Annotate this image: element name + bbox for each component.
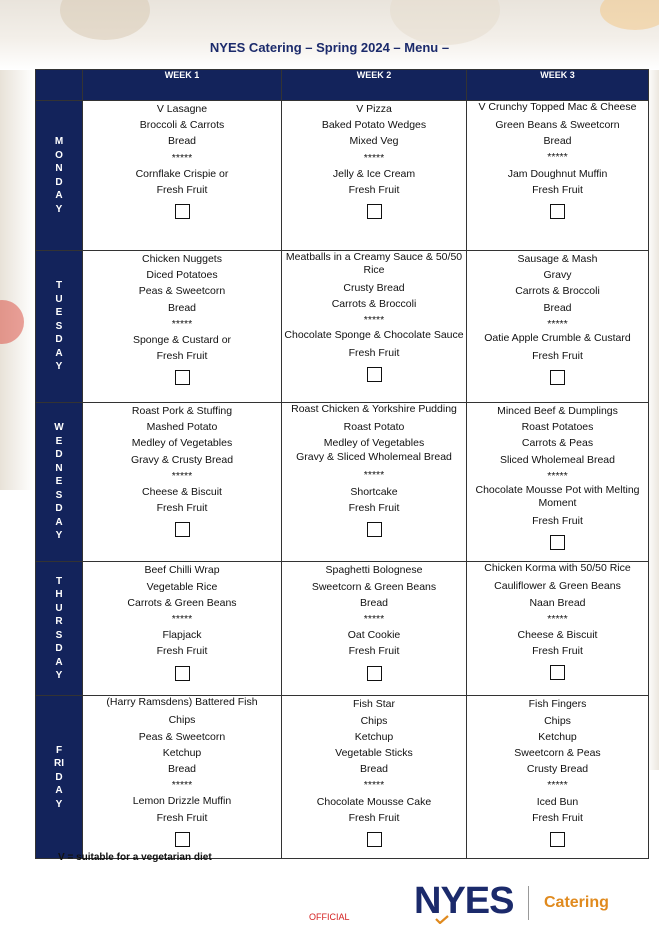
menu-cell [282,101,467,251]
menu-item: Gravy & Crusty Bread [130,453,234,466]
choice-checkbox[interactable] [367,522,382,537]
menu-item: Fresh Fruit [532,183,583,196]
menu-item: Fresh Fruit [532,350,583,363]
menu-item: Peas & Sweetcorn [138,285,226,298]
choice-checkbox[interactable] [550,665,565,680]
menu-item: Fresh Fruit [348,184,400,197]
choice-checkbox[interactable] [367,367,382,382]
separator: ***** [363,151,385,164]
menu-item: Fresh Fruit [156,811,208,824]
separator: ***** [171,613,193,626]
menu-item: Fresh Fruit [156,184,208,197]
day-row [36,696,649,859]
menu-item: Fresh Fruit [532,645,583,658]
logo-divider [528,886,529,920]
menu-item: Cauliflower & Green Beans [494,580,621,593]
choice-checkbox[interactable] [550,535,565,550]
menu-item: Crusty Bread [526,763,589,776]
menu-item: V Lasagne [156,103,208,115]
menu-item: Chips [168,714,196,727]
menu-item: Sponge & Custard or [132,334,232,347]
menu-item: Oatie Apple Crumble & Custard [484,332,631,345]
menu-item: Iced Bun [536,795,579,808]
menu-item: Carrots & Broccoli [331,298,417,311]
menu-item: Bread [543,301,572,314]
menu-item: Cheese & Biscuit [517,629,598,642]
menu-item: Ketchup [538,730,577,743]
menu-item: Baked Potato Wedges [321,119,427,132]
menu-item: Fresh Fruit [532,811,583,824]
menu-item: Naan Bread [529,596,586,609]
menu-cell [467,403,649,562]
menu-item: Cornflake Crispie or [135,167,229,180]
menu-item: Sweetcorn & Green Beans [311,580,437,593]
menu-item: Bread [359,763,389,776]
menu-item: Medley of Vegetables [323,437,425,450]
menu-item: Chicken Nuggets [142,253,222,265]
menu-item: Mixed Veg [349,135,399,148]
page-title: NYES Catering – Spring 2024 – Menu – [209,40,450,55]
separator: ***** [547,151,568,164]
menu-item: Fresh Fruit [156,502,208,515]
week-header: WEEK 3 [467,70,649,101]
menu-cell [282,251,467,403]
choice-checkbox[interactable] [550,370,565,385]
menu-item: Vegetable Rice [146,580,218,593]
menu-cell [282,696,467,859]
day-name: WEDNESDAY [54,422,64,542]
separator: ***** [363,613,385,626]
menu-item: Broccoli & Carrots [139,119,225,132]
day-row [36,403,649,562]
day-row [36,562,649,696]
menu-item: Fish Fingers [528,698,587,711]
day-label [36,696,83,859]
menu-item: Chocolate Mousse Pot with Melting Moment [475,484,640,510]
menu-item: Sausage & Mash [517,253,598,265]
menu-item: Green Beans & Sweetcorn [495,119,620,131]
tick-icon [435,915,449,924]
menu-item: Roast Potatoes [521,421,594,434]
separator: ***** [171,779,193,792]
menu-item: Cheese & Biscuit [142,486,222,499]
menu-item: Bread [359,596,389,609]
menu-item: Lemon Drizzle Muffin [132,795,232,808]
day-row [36,251,649,403]
menu-item: V Pizza [356,103,392,115]
menu-cell [83,403,282,562]
separator: ***** [547,612,568,625]
menu-item: V Crunchy Topped Mac & Cheese [478,101,637,113]
choice-checkbox[interactable] [175,666,190,681]
logo-division: Catering [544,894,609,911]
menu-item: Chocolate Sponge & Chocolate Sauce [284,328,464,341]
menu-cell [83,696,282,859]
menu-item: Ketchup [162,746,202,759]
menu-item: Roast Pork & Stuffing [131,405,233,417]
menu-table [35,69,649,859]
logo-brand: NYES [414,880,514,922]
menu-item: Diced Potatoes [146,269,218,282]
menu-item: Carrots & Green Beans [127,596,237,609]
separator: ***** [547,779,568,792]
menu-item: Bread [167,301,197,314]
menu-item: Bread [167,763,197,776]
menu-cell [467,562,649,696]
week-header: WEEK 1 [83,70,282,101]
menu-item: Roast Chicken & Yorkshire Pudding [291,403,457,415]
classification-label: OFFICIAL [309,912,350,922]
menu-item: Fresh Fruit [348,501,400,514]
menu-item: Crusty Bread [343,282,405,294]
separator: ***** [363,469,385,482]
choice-checkbox[interactable] [550,204,565,219]
menu-item: Chips [544,714,571,727]
menu-cell [282,562,467,696]
menu-item: Bread [543,135,572,148]
separator: ***** [363,779,385,792]
menu-item: Gravy [543,269,572,282]
menu-item: Minced Beef & Dumplings [497,405,618,417]
header-corner [36,70,83,101]
menu-cell [83,562,282,696]
menu-item: Beef Chilli Wrap [144,564,220,577]
choice-checkbox[interactable] [175,522,190,537]
choice-checkbox[interactable] [367,666,382,681]
choice-checkbox[interactable] [175,832,190,847]
day-label [36,562,83,696]
day-name: TUESDAY [55,280,63,373]
menu-item: Vegetable Sticks [335,747,413,760]
week-header: WEEK 2 [282,70,467,101]
menu-item: Bread [167,135,197,148]
menu-item: Carrots & Peas [521,437,594,450]
menu-item: Fresh Fruit [156,350,208,363]
choice-checkbox[interactable] [367,204,382,219]
separator: ***** [547,317,568,330]
menu-item: Chicken Korma with 50/50 Rice [484,562,631,575]
menu-cell [467,696,649,859]
menu-item: Jam Doughnut Muffin [507,167,608,180]
menu-item: Spaghetti Bolognese [325,564,423,577]
day-name: MONDAY [54,136,64,215]
separator: ***** [171,469,193,482]
menu-item: Carrots & Broccoli [515,285,600,298]
menu-item: Fresh Fruit [348,645,400,658]
menu-item: Peas & Sweetcorn [138,730,226,743]
menu-item: Fresh Fruit [532,515,583,528]
menu-item: Meatballs in a Creamy Sauce & 50/50 Rice [285,251,463,276]
menu-item: (Harry Ramsdens) Battered Fish [106,696,258,709]
menu-item: Mashed Potato [146,421,218,434]
menu-item: Chocolate Mousse Cake [316,795,432,808]
menu-item: Fresh Fruit [348,346,400,359]
menu-cell [83,251,282,403]
menu-item: Oat Cookie [347,629,401,642]
menu-cell [282,403,467,562]
choice-checkbox[interactable] [550,832,565,847]
menu-item: Chips [360,714,388,727]
choice-checkbox[interactable] [367,832,382,847]
menu-item: Fresh Fruit [348,811,400,824]
menu-cell [467,101,649,251]
menu-cell [467,251,649,403]
day-row [36,101,649,251]
menu-item: Sweetcorn & Peas [514,747,601,760]
side-food-background [0,70,34,490]
menu-item: Ketchup [354,730,394,743]
menu-item: Gravy & Sliced Wholemeal Bread [296,451,452,464]
vegetarian-footnote: V = suitable for a vegetarian diet [58,852,212,863]
menu-item: Jelly & Ice Cream [332,167,416,180]
day-name: FRIDAY [54,744,64,810]
menu-item: Fresh Fruit [156,645,208,658]
menu-item: Flapjack [162,629,202,642]
day-name: THURSDAY [55,575,63,682]
day-label [36,403,83,562]
menu-item: Shortcake [350,485,398,498]
menu-item: Roast Potato [343,421,405,433]
choice-checkbox[interactable] [175,204,190,219]
separator: ***** [547,469,568,482]
separator: ***** [171,317,193,330]
menu-item: Fish Star [352,698,395,711]
menu-item: Medley of Vegetables [131,437,233,450]
menu-item: Sliced Wholemeal Bread [500,453,615,466]
separator: ***** [171,151,193,164]
day-label [36,251,83,403]
separator: ***** [363,314,385,327]
choice-checkbox[interactable] [175,370,190,385]
day-label [36,101,83,251]
menu-cell [83,101,282,251]
